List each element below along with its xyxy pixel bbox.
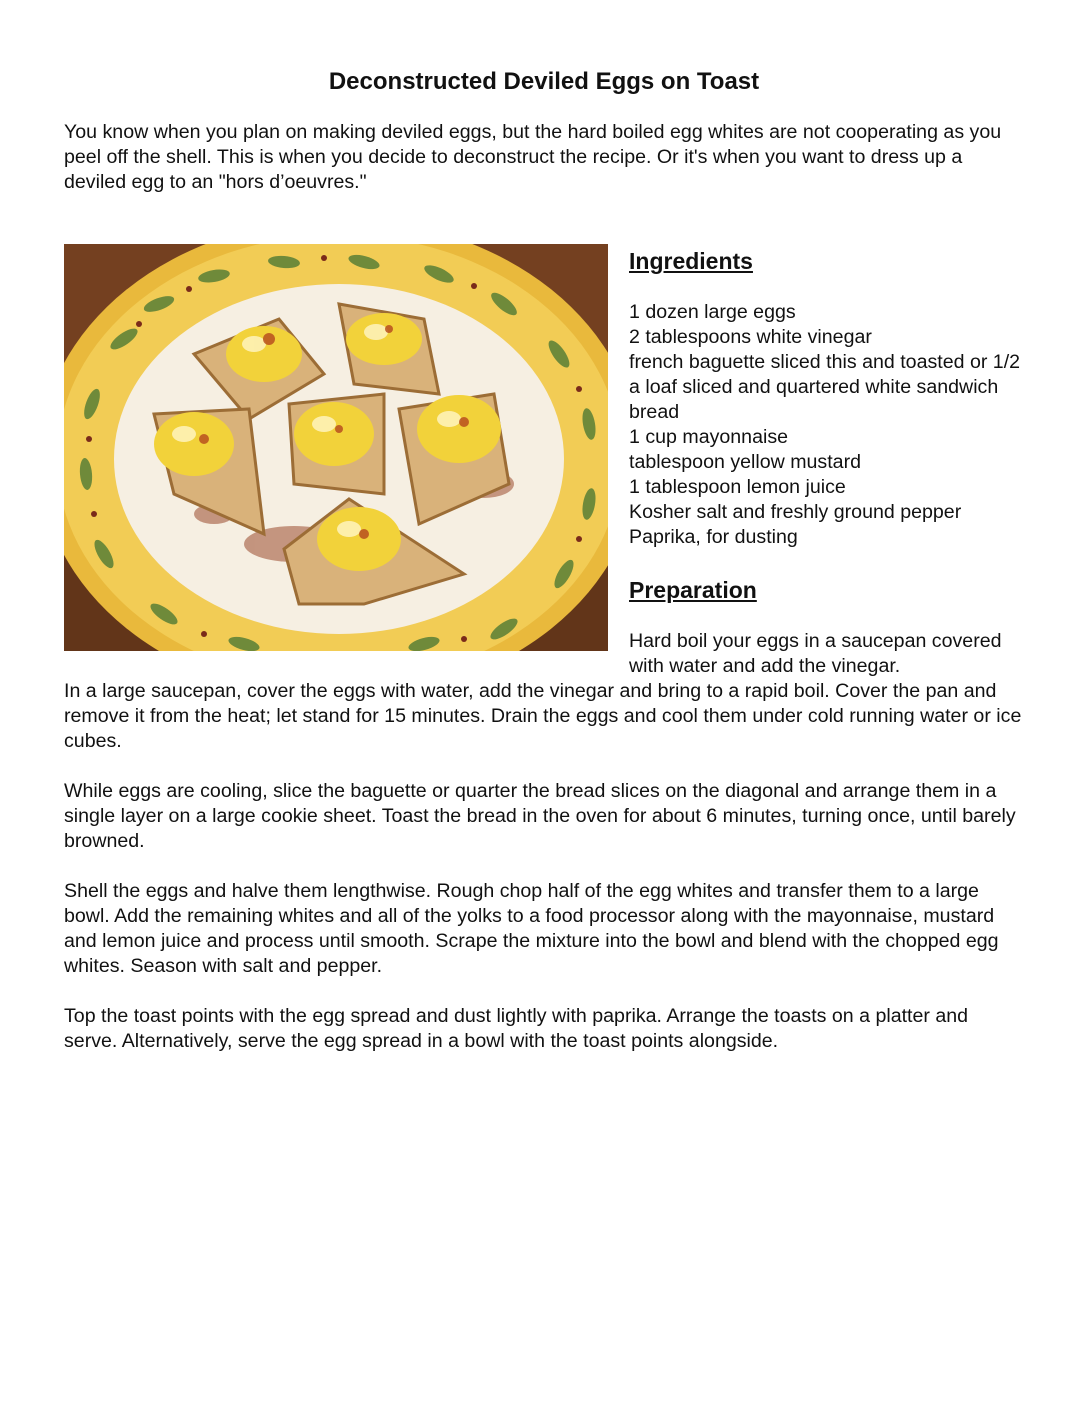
ingredients-heading: Ingredients: [629, 248, 753, 274]
deviled-eggs-photo: [64, 244, 608, 651]
ingredient-item: french baguette sliced this and toasted or 1/2 a loaf sliced and quartered white sandwich bread: [629, 351, 1021, 423]
page-title: Deconstructed Deviled Eggs on Toast: [328, 68, 760, 95]
ingredient-item: 2 tablespoons white vinegar: [629, 326, 872, 348]
ingredient-item: tablespoon yellow mustard: [629, 451, 861, 473]
preparation-step: Top the toast points with the egg spread and dust lightly with paprika. Arrange the toasts on a platter and serve. Alternatively, serve the egg spread in a bowl with the toast points alongside.: [64, 1005, 969, 1052]
ingredient-item: 1 tablespoon lemon juice: [629, 476, 846, 498]
preparation-step: In a large saucepan, cover the eggs with water, add the vinegar and bring to a rapid boil. Cover the pan and remove it from the heat; let stand for 15 minutes. Drain the eggs and cool them under cold running water or ice cubes.: [64, 680, 1022, 752]
ingredients-list: [629, 300, 1029, 550]
ingredient-item: 1 cup mayonnaise: [629, 426, 789, 448]
ingredient-item: 1 dozen large eggs: [629, 301, 796, 323]
ingredient-item: Paprika, for dusting: [629, 526, 798, 548]
preparation-steps: [64, 679, 1024, 1079]
preparation-step: Shell the eggs and halve them lengthwise. Rough chop half of the egg whites and transfer them to a large bowl. Add the remaining whites and all of the yolks to a food processor along with the mayonnaise, mustard and lemon juice and process until smooth. Scrape the mixture into the bowl and blend with the chopped egg whites. Season with salt and pepper.: [64, 880, 999, 977]
preparation-step: While eggs are cooling, slice the baguette or quarter the bread slices on the diagonal and arrange them in a single layer on a large cookie sheet. Toast the bread in the oven for about 6 minutes, turning once, until barely browned.: [64, 780, 1016, 852]
ingredient-item: Kosher salt and freshly ground pepper: [629, 501, 962, 523]
preparation-heading: Preparation: [629, 577, 757, 603]
intro-paragraph: You know when you plan on making deviled eggs, but the hard boiled egg whites are not cooperating as you peel off the shell. This is when you decide to deconstruct the recipe. Or it's when you want to dress up a deviled egg to an "hors d’oeuvres.": [64, 121, 1002, 193]
preparation-lead: Hard boil your eggs in a saucepan covered with water and add the vinegar.: [629, 630, 1002, 677]
